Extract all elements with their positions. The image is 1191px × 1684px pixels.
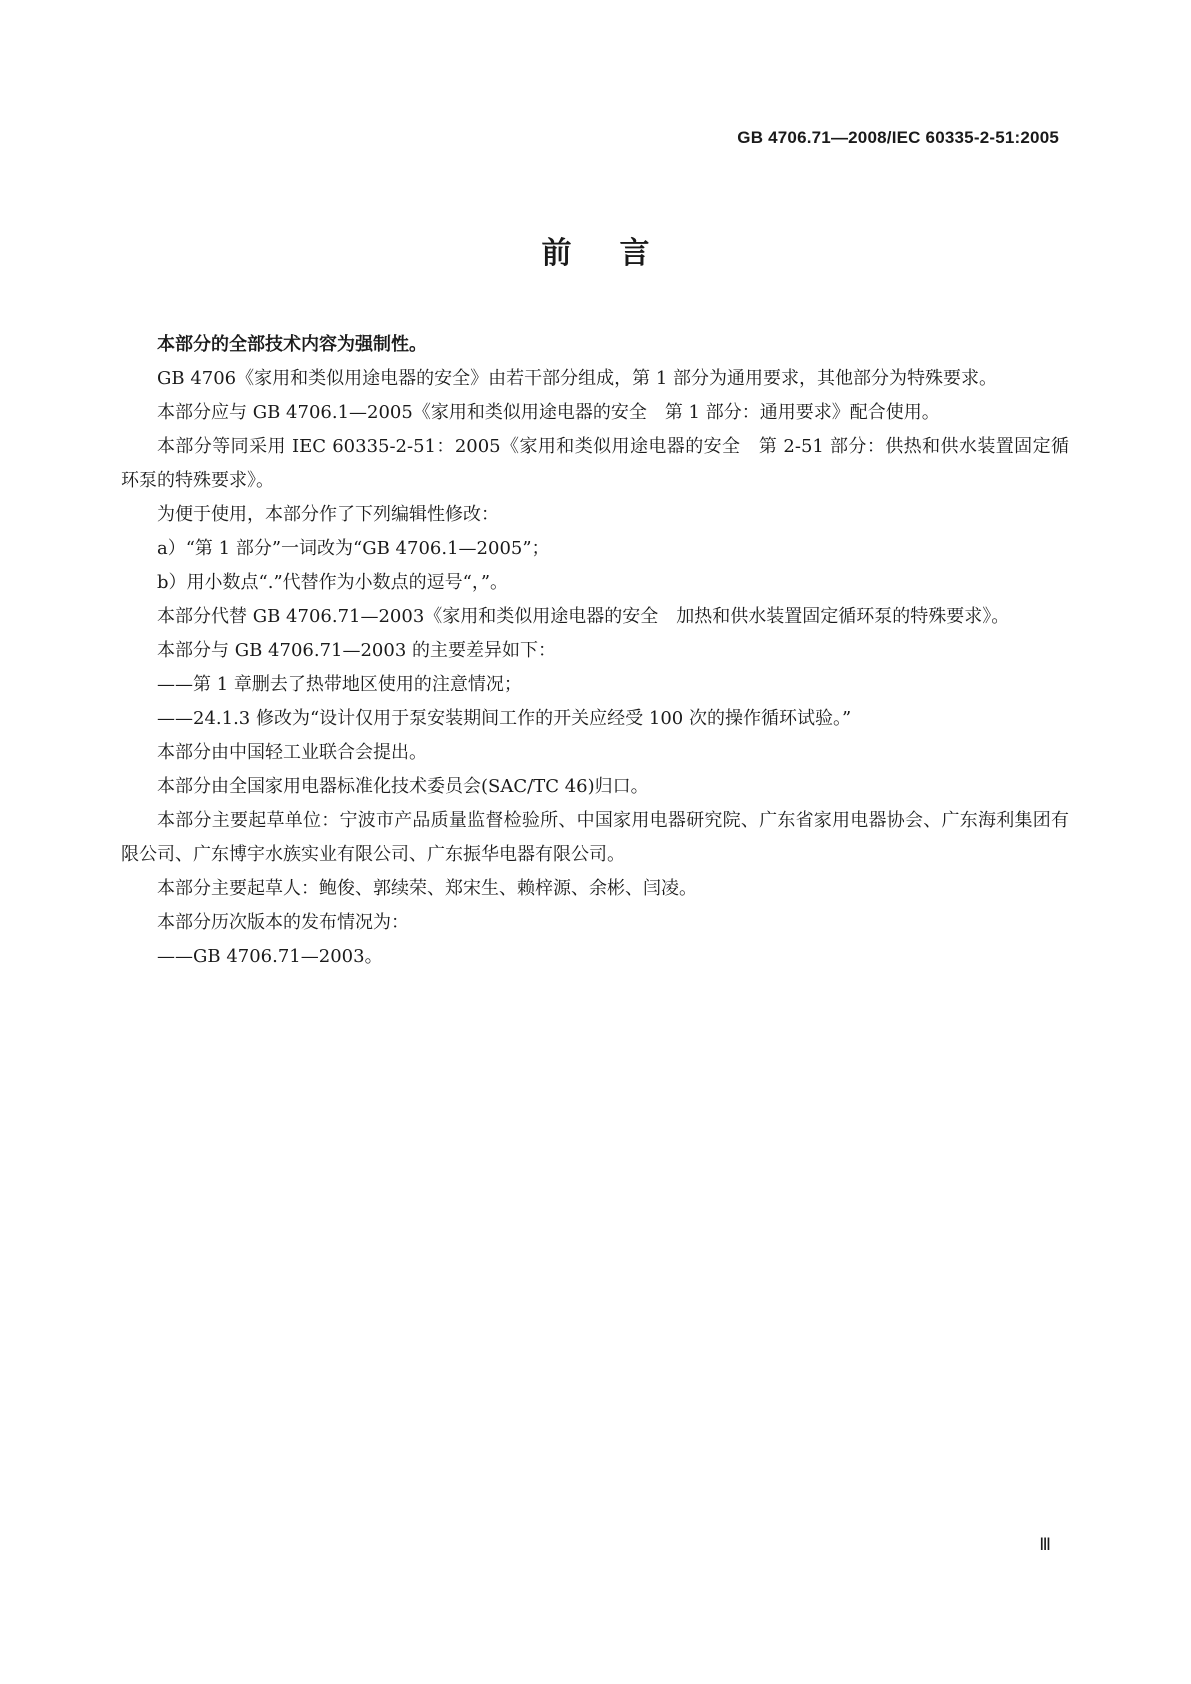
standard-code-header: GB 4706.71—2008/IEC 60335-2-51:2005 [737,128,1059,147]
paragraph-replaces: 本部分代替 GB 4706.71—2003《家用和类似用途电器的安全 加热和供水装置固定循环泵的特殊要求》。 [157,606,1010,627]
paragraph-differences-intro: 本部分与 GB 4706.71—2003 的主要差异如下： [157,640,557,661]
paragraph-drafters: 本部分主要起草人：鲍俊、郭续荣、郑宋生、赖梓源、余彬、闫凌。 [157,878,697,899]
paragraph-identical-adoption: 本部分等同采用 IEC 60335-2-51：2005《家用和类似用途电器的安全 第 2-51 部分：供热和供水装置固定循环泵的特殊要求》。 [121,436,1069,491]
paragraph-drafting-units: 本部分主要起草单位：宁波市产品质量监督检验所、中国家用电器研究院、广东省家用电器协会、广东海利集团有限公司、广东博宇水族实业有限公司、广东振华电器有限公司。 [121,810,1069,865]
paragraph-history-item: ——GB 4706.71—2003。 [157,946,383,967]
paragraph-series-composition: GB 4706《家用和类似用途电器的安全》由若干部分组成，第 1 部分为通用要求，其他部分为特殊要求。 [157,368,998,389]
paragraph-history-intro: 本部分历次版本的发布情况为： [157,912,409,933]
paragraph-editorial-item-a: a）“第 1 部分”一词改为“GB 4706.1—2005”； [157,538,550,559]
paragraph-proposed-by: 本部分由中国轻工业联合会提出。 [157,742,427,763]
paragraph-mandatory-note: 本部分的全部技术内容为强制性。 [157,334,427,355]
page-number: Ⅲ [1039,1535,1051,1554]
page-title: 前言 [541,236,698,271]
paragraph-centralized-by: 本部分由全国家用电器标准化技术委员会(SAC/TC 46)归口。 [157,776,649,797]
foreword-body [121,328,1069,974]
paragraph-use-with-part1: 本部分应与 GB 4706.1—2005《家用和类似用途电器的安全 第 1 部分：通用要求》配合使用。 [157,402,940,423]
paragraph-editorial-intro: 为便于使用，本部分作了下列编辑性修改： [157,504,499,525]
paragraph-editorial-item-b: b）用小数点“.”代替作为小数点的逗号“，”。 [157,572,509,593]
paragraph-difference-1: ——第 1 章删去了热带地区使用的注意情况； [157,674,522,695]
paragraph-difference-2: ——24.1.3 修改为“设计仅用于泵安装期间工作的开关应经受 100 次的操作循环试验。” [157,708,852,729]
